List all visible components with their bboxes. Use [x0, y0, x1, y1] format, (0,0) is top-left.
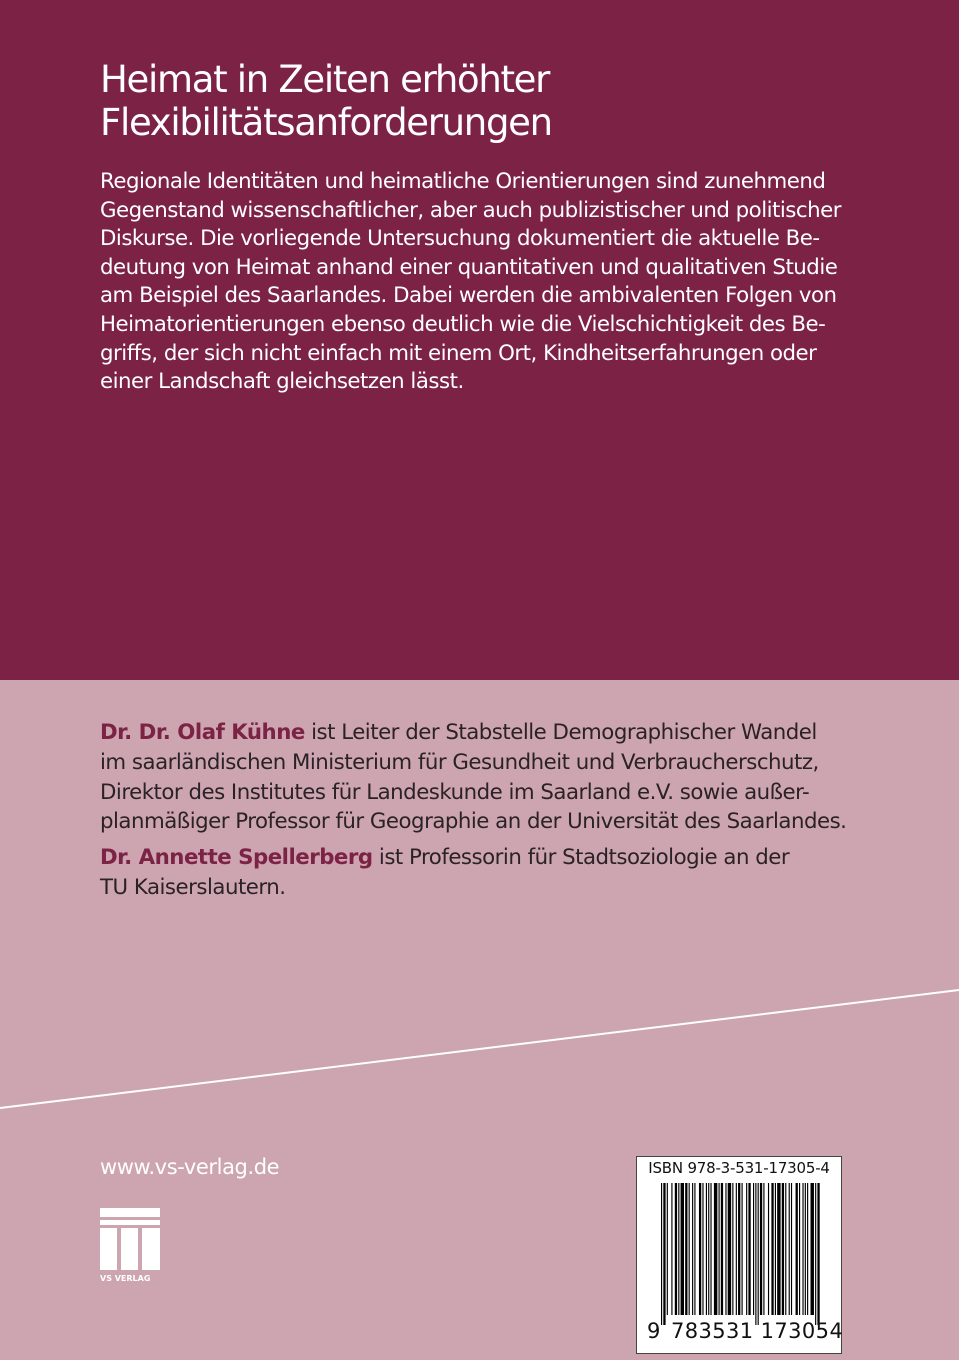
barcode-bar	[694, 1183, 695, 1315]
barcode-bars	[661, 1183, 821, 1325]
bio-text: ist Leiter der Stabstelle Demographischer Wandel	[304, 720, 817, 745]
barcode-bar	[768, 1183, 769, 1315]
barcode-bar	[763, 1183, 764, 1315]
isbn-barcode	[636, 1156, 842, 1354]
blurb-line: Diskurse. Die vorliegende Untersuchung dokumentiert die aktuelle Be-	[100, 226, 820, 252]
barcode-bar	[760, 1183, 762, 1315]
barcode-bar	[714, 1183, 717, 1315]
barcode-bar	[753, 1183, 754, 1315]
barcode-bar	[805, 1183, 806, 1315]
barcode-bar	[742, 1183, 743, 1315]
barcode-bar	[667, 1183, 668, 1315]
barcode-bar	[775, 1183, 776, 1315]
blurb-line: Gegenstand wissenschaftlicher, aber auch publizistischer und politischer	[100, 197, 841, 223]
barcode-bar	[785, 1183, 786, 1315]
barcode-bar	[799, 1183, 800, 1315]
blurb-line: deutung von Heimat anhand einer quantitativen und qualitativen Studie	[100, 254, 838, 280]
barcode-bar	[815, 1183, 816, 1325]
vs-verlag-logo	[100, 1208, 162, 1288]
bio-line: planmäßiger Professor für Geographie an der Universität des Saarlandes.	[100, 809, 847, 835]
barcode-bar	[678, 1183, 679, 1315]
bio-text: ist Professorin für Stadtsoziologie an der	[372, 845, 790, 871]
blurb-line: am Beispiel des Saarlandes. Dabei werden die ambivalenten Folgen von	[100, 283, 837, 309]
barcode-bar	[777, 1183, 780, 1315]
bio-line: TU Kaiserslautern.	[100, 874, 286, 900]
barcode-bar	[689, 1183, 690, 1315]
barcode-digit-groups: 783531 173054	[671, 1319, 844, 1343]
barcode-bar	[746, 1183, 747, 1315]
bio-line: im saarländischen Ministerium für Gesundheit und Verbraucherschutz,	[100, 749, 819, 775]
barcode-bar	[791, 1183, 792, 1315]
barcode-bar	[661, 1183, 662, 1325]
barcode-bar	[692, 1183, 693, 1315]
barcode-bar	[817, 1183, 819, 1325]
publisher-website: www.vs-verlag.de	[100, 1155, 280, 1179]
barcode-bar	[807, 1183, 808, 1315]
blurb-line: Regionale Identitäten und heimatliche Orientierungen sind zunehmend	[100, 169, 826, 194]
title-line: Heimat in Zeiten erhöhter	[100, 58, 550, 101]
barcode-bar	[663, 1183, 665, 1325]
blurb-line: einer Landschaft gleichsetzen lässt.	[100, 369, 464, 395]
author-name: Dr. Dr. Olaf Kühne	[100, 720, 305, 745]
logo-text: VS VERLAG	[100, 1274, 151, 1283]
barcode-bar	[719, 1183, 720, 1315]
bio-line: Direktor des Institutes für Landeskunde im Saarland e.V. sowie außer-	[100, 779, 810, 805]
barcode-bar	[738, 1183, 740, 1315]
barcode-bar	[710, 1183, 711, 1315]
barcode-bar	[755, 1183, 756, 1325]
barcode-bar	[802, 1183, 803, 1315]
barcode-bar	[702, 1183, 703, 1315]
barcode-bar	[675, 1183, 677, 1315]
barcode-bar	[782, 1183, 784, 1315]
barcode-bar	[748, 1183, 750, 1315]
barcode-bar	[758, 1183, 759, 1325]
isbn-label: ISBN 978-3-531-17305-4	[648, 1159, 830, 1177]
barcode-bar	[732, 1183, 733, 1315]
barcode-bar	[706, 1183, 707, 1315]
barcode-bar	[811, 1183, 814, 1315]
barcode-bar	[699, 1183, 701, 1315]
barcode-bar	[681, 1183, 684, 1315]
barcode-bar	[708, 1183, 709, 1315]
title-line: Flexibilitätsanforderungen	[100, 101, 552, 144]
barcode-bar	[736, 1183, 737, 1315]
barcode-bar	[721, 1183, 723, 1315]
barcode-bar	[671, 1183, 672, 1315]
barcode-bar	[685, 1183, 687, 1315]
blurb-line: griffs, der sich nicht einfach mit einem Ort, Kindheitserfahrungen oder	[100, 340, 817, 366]
barcode-bar	[771, 1183, 773, 1315]
barcode-bar	[725, 1183, 726, 1315]
blurb-line: Heimatorientierungen ebenso deutlich wie die Vielschichtigkeit des Be-	[100, 311, 826, 337]
barcode-bar	[728, 1183, 731, 1315]
barcode-bar	[789, 1183, 790, 1315]
author-name: Dr. Annette Spellerberg	[100, 845, 373, 871]
barcode-bar	[796, 1183, 798, 1315]
barcode-first-digit: 9	[647, 1319, 661, 1343]
